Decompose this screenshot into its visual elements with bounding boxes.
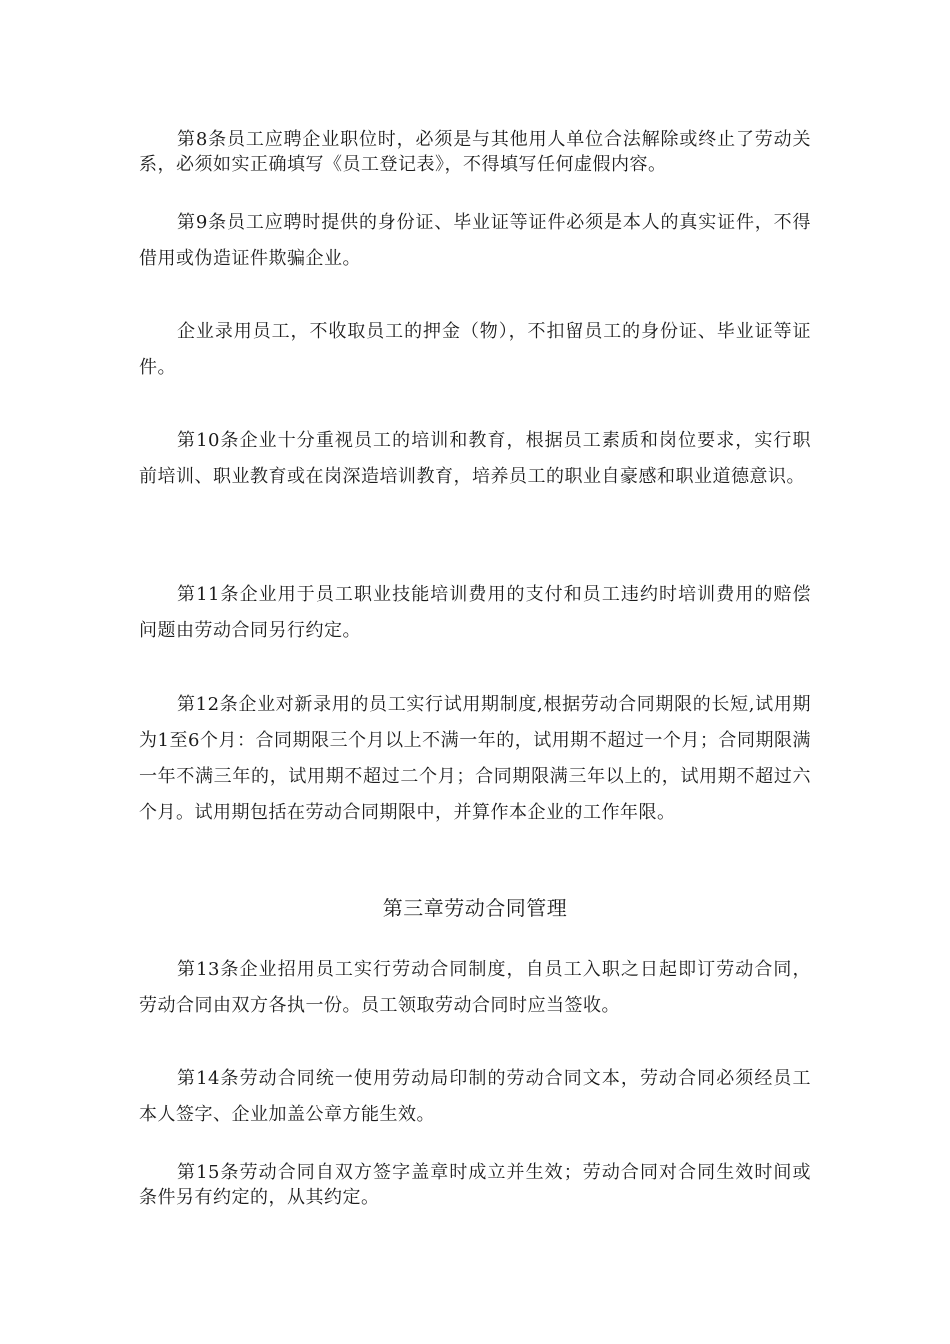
paragraph-article-12: 第12条企业对新录用的员工实行试用期制度,根据劳动合同期限的长短,试用期为1至6个月：合同期限三个月以上不满一年的，试用期不超过一个月；合同期限满一年不满三年的，试用期不超过二个月；合同期限满三年以上的，试用期不超过六个月。试用期包括在劳动合同期限中，并算作本企业的工作年限。 xyxy=(139,694,811,823)
paragraph-article-13: 第13条企业招用员工实行劳动合同制度，自员工入职之日起即订劳动合同，劳动合同由双方各执一份。员工领取劳动合同时应当签收。 xyxy=(139,959,811,1016)
chapter-heading: 第三章劳动合同管理 xyxy=(382,896,568,920)
paragraph-deposit: 企业录用员工，不收取员工的押金（物），不扣留员工的身份证、毕业证等证件。 xyxy=(139,321,811,378)
paragraph-article-10: 第10条企业十分重视员工的培训和教育，根据员工素质和岗位要求，实行职前培训、职业教育或在岗深造培训教育，培养员工的职业自豪感和职业道德意识。 xyxy=(139,430,811,487)
paragraph-article-8: 第8条员工应聘企业职位时，必须是与其他用人单位合法解除或终止了劳动关系，必须如实正确填写《员工登记表》，不得填写任何虚假内容。 xyxy=(139,129,811,175)
paragraph-article-9: 第9条员工应聘时提供的身份证、毕业证等证件必须是本人的真实证件，不得借用或伪造证件欺骗企业。 xyxy=(139,212,811,269)
paragraph-article-14: 第14条劳动合同统一使用劳动局印制的劳动合同文本，劳动合同必须经员工本人签字、企业加盖公章方能生效。 xyxy=(139,1068,811,1125)
paragraph-article-11: 第11条企业用于员工职业技能培训费用的支付和员工违约时培训费用的赔偿问题由劳动合同另行约定。 xyxy=(139,584,811,641)
paragraph-article-15: 第15条劳动合同自双方签字盖章时成立并生效；劳动合同对合同生效时间或条件另有约定的，从其约定。 xyxy=(139,1162,811,1208)
